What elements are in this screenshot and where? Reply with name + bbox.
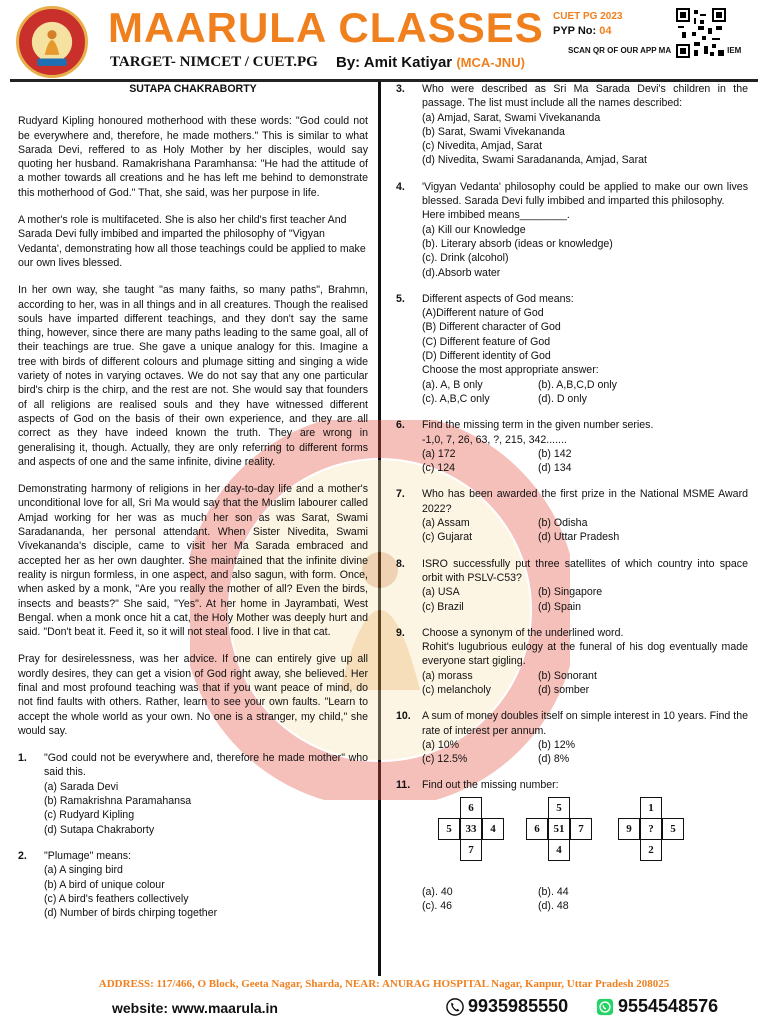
option[interactable]: (c). A,B,C only [422,392,490,405]
cell-left: 6 [526,818,548,840]
statement: (A)Different nature of God [422,307,544,320]
author-institution: (MCA-JNU) [456,55,525,70]
statement: (B) Different character of God [422,321,561,334]
options-grid [422,447,748,476]
cell-right: 4 [482,818,504,840]
options-grid [422,378,748,407]
question-text: "God could not be everywhere and, therefore he made mother" who said this. [44,752,368,779]
option[interactable]: (d) Sutapa Chakraborty [44,823,155,836]
cell-right: 5 [662,818,684,840]
question-text: A sum of money doubles itself on simple interest in 10 years. Find the rate of interest per annum. [422,710,748,737]
option[interactable]: (b) Ramakrishna Paramahansa [44,795,192,808]
cross-figure-2 [526,797,602,871]
cell-bottom: 4 [548,839,570,861]
passage-title: SUTAPA CHAKRABORTY [129,83,257,95]
question-1 [18,751,368,837]
option[interactable]: (d). 48 [538,900,569,913]
page-footer [0,976,768,1024]
qr-code-icon[interactable] [676,8,726,58]
passage-paragraph-4: Demonstrating harmony of religions in her day-to-day life and a mother's unconditional love for all, Sri Ma would say that the Muslim labourer called Amjad working for her was as much her son as was Sarat, Swami Saradananda, her personal attendant. When Sister Nivedita, Swami Vivekananda's disciple, came to visit her Ma Sarada embraced and accepted her as her own daughter. She maintained that the infinite divine reality is nirgun formless, in one aspect, and also sagun, with form. Once, when asked by a monk, "Are you really the mother of all? Even the birds, insects and beasts?" She said, "Yes". At her home in Jayrambati, West Bengal. when a monk once hit a cat, the Holy Mother was deeply hurt and said. "Don't beat it. Feed it, so it will not steal food. I live in that cat. [18,483,368,639]
question-3 [396,82,748,168]
cell-top: 5 [548,797,570,819]
option[interactable]: (a) USA [422,586,460,599]
question-number: 6. [396,419,405,432]
question-9 [396,626,748,697]
passage-paragraph-5: Pray for desirelessness, was her advice. If one can entirely give up all wordly desires, they can get a vision of God right away, she believed. Her final and most profound teaching was that if you want peace of mind, do not find faults with others. Rather, learn to see your own faults. "Learn to accept the whole world as your own. No one is a stranger, my child," she would say. [18,653,368,737]
question-text: Different aspects of God means: [422,292,574,305]
cell-bottom: 7 [460,839,482,861]
option[interactable]: (a) Sarada Devi [44,780,119,793]
whatsapp-icon [596,998,614,1016]
option[interactable]: (b) A bird of unique colour [44,878,165,891]
option[interactable]: (b). 44 [538,885,569,898]
options-grid [422,669,748,698]
question-text: "Plumage" means: [44,849,132,862]
logo-emblem-icon [16,6,88,78]
question-number: 8. [396,557,405,570]
option[interactable]: (b) Odisha [538,517,588,530]
whatsapp-contact[interactable] [596,996,718,1017]
question-4 [396,180,748,280]
question-11 [396,778,748,913]
cell-top: 6 [460,797,482,819]
option[interactable]: (c) Brazil [422,600,464,613]
option[interactable]: (b) 142 [538,447,572,460]
option[interactable]: (a) Amjad, Sarat, Swami Vivekananda [422,111,601,124]
whatsapp-number: 9554548576 [618,996,719,1016]
phone-contact[interactable] [446,996,568,1017]
question-7 [396,487,748,544]
option[interactable]: (a) A singing bird [44,864,123,877]
website-link[interactable]: website: www.maarula.in [112,1000,278,1016]
option[interactable]: (d) somber [538,683,590,696]
option[interactable]: (b) Sonorant [538,669,597,682]
option[interactable]: (b). Literary absorb (ideas or knowledge) [422,237,613,250]
cell-left: 9 [618,818,640,840]
option[interactable]: (b) Singapore [538,586,603,599]
cell-bottom: 2 [640,839,662,861]
question-number: 11. [396,779,411,792]
author-name: By: Amit Katiyar [336,54,453,71]
cell-center: 51 [548,818,570,840]
phone-icon [446,998,464,1016]
column-divider [378,82,381,976]
option[interactable]: (b) Sarat, Swami Vivekananda [422,125,565,138]
question-number: 5. [396,292,405,305]
page-header [0,0,768,80]
question-text: Who were described as Sri Ma Sarada Devi's children in the passage. The list must include all the names described: [422,83,748,110]
question-2 [18,849,368,920]
question-text: Choose a synonym of the underlined word. [422,626,624,639]
cross-figure-1 [438,797,514,871]
option[interactable]: (a) 172 [422,447,456,460]
option[interactable]: (c) Nivedita, Amjad, Sarat [422,140,543,153]
option[interactable]: (c) 12.5% [422,753,468,766]
option[interactable]: (a). 40 [422,885,453,898]
question-number: 7. [396,488,405,501]
option[interactable]: (c). 46 [422,900,453,913]
passage-column [18,82,368,920]
questions-column [396,82,748,913]
option[interactable]: (d) Nivedita, Swami Saradananda, Amjad, Sarat [422,154,647,167]
pyp-value: 04 [599,25,612,37]
question-number: 3. [396,83,405,95]
options-grid [422,885,748,914]
brand-title: MAARULA CLASSES [108,4,544,51]
option[interactable]: (c) A bird's feathers collectively [44,892,189,905]
exam-tag: CUET PG 2023 [553,11,623,22]
question-sentence: Rohit's lugubrious eulogy at the funeral of his dog eventually made everyone start gigling. [422,641,748,668]
option[interactable]: (d) Uttar Pradesh [538,531,620,544]
statement: (D) Different identity of God [422,350,551,363]
option[interactable]: (a) morass [422,669,473,682]
question-5 [396,292,748,406]
question-number: 4. [396,180,405,193]
question-number: 1. [18,752,27,765]
option[interactable]: (c) 124 [422,462,455,475]
options-grid [422,585,748,614]
cross-figure-3 [618,797,694,871]
statement: (C) Different feature of God [422,335,551,348]
question-text: Who has been awarded the first prize in the National MSME Award 2022? [422,488,748,515]
question-10 [396,709,748,766]
option[interactable]: (c). Drink (alcohol) [422,252,509,265]
passage-paragraph-2: A mother's role is multifaceted. She is also her child's first teacher And Sarada Devi fully imbibed and imparted the philosophy of "Vigyan Vedanta', demonstrating how all those teachings could be applied to make our own lives blessed. [18,214,366,269]
option[interactable]: (d). D only [538,392,587,405]
option[interactable]: (d) Number of birds chirping together [44,907,218,920]
option[interactable]: (d).Absorb water [422,266,501,279]
question-text: Find out the missing number: [422,779,559,792]
phone-number: 9935985550 [468,996,569,1016]
option[interactable]: (d) Spain [538,600,581,613]
cross-figures [422,797,748,871]
option[interactable]: (a) 10% [422,738,460,751]
target-exams: TARGET- NIMCET / CUET.PG [110,54,318,70]
question-6 [396,418,748,475]
cell-center: 33 [460,818,482,840]
cell-left: 5 [438,818,460,840]
number-series: -1,0, 7, 26, 63, ?, 215, 342....... [422,433,567,446]
options-grid [422,516,748,545]
question-text: 'Vigyan Vedanta' philosophy could be applied to make our own lives blessed. Sarada Devi fully imbibed and imparted this philosophy. [422,180,748,208]
option[interactable]: (a) Kill our Knowledge [422,223,526,236]
option[interactable]: (c) Rudyard Kipling [44,809,135,822]
option[interactable]: (c) Gujarat [422,531,473,544]
instruction: Choose the most appropriate answer: [422,364,599,377]
option[interactable]: (d) 134 [538,462,572,475]
option[interactable]: (a) Assam [422,517,470,530]
question-subtext: Here imbibed means________. [422,209,570,222]
passage-paragraph-1: Rudyard Kipling honoured motherhood with these words: "God could not be everywhere and, therefore, he made mothers." This is similar to what Sarada Devi, reffered to as Holy Mother by her disciples, would say quoting her husband. Ramakrishana Paramhansa: "He had the attitude of a mother towards all creations and he has left me behind to demonstrate this motherhood of God." That, she said, was her purpose in life. [18,115,368,199]
pyp-label: PYP No: [553,25,597,37]
cell-right: 7 [570,818,592,840]
question-number: 2. [18,849,27,862]
option[interactable]: (c) melancholy [422,683,491,696]
option[interactable]: (b). A,B,C,D only [538,378,617,391]
cell-center: ? [640,818,662,840]
passage-paragraph-3: In her own way, she taught "as many faiths, so many paths", Brahmn, according to her, was in all things and in all creatures. Though the realised souls have imparted different teachings, and they don't say the same thing, however, since there are many paths leading to the same goal, all of their teachings are true. She gave a unique analogy for this. Imagine a tree with birds of different colours and plumage sitting and singing a wide variety of notes in varying octaves. We do not say that any one particular bird's chirp is the chirp, and the rest are not. She would say that founders of all religions are realised souls and they have witnessed different aspects of God on the basis of their own experience, and they are all correct as they have indeed known the truth. They are wrong in generalising it, though. Actually, they are only referring to different forms and aspects of one and the same infinite, divine reality. [18,284,368,468]
address-line: ADDRESS: 117/466, O Block, Geeta Nagar, Sharda, NEAR: ANURAG HOSPITAL Nagar, Kanpur, Uttar Pradesh 208025 [98,978,670,990]
question-text: ISRO successfully put three satellites of which country into space orbit with PSLV-C53? [422,557,748,584]
pyp-number [553,25,612,37]
scan-qr-text-tail: IEM [727,46,742,55]
option[interactable]: (a). A, B only [422,378,483,391]
question-number: 10. [396,710,411,723]
options-grid [422,738,748,767]
scan-qr-text-main: SCAN QR OF OUR APP MA [568,46,672,55]
question-8 [396,557,748,614]
option[interactable]: (d) 8% [538,753,570,766]
question-number: 9. [396,626,405,639]
option[interactable]: (b) 12% [538,738,576,751]
author-line [336,54,525,71]
cell-top: 1 [640,797,662,819]
question-text: Find the missing term in the given number series. [422,419,654,432]
